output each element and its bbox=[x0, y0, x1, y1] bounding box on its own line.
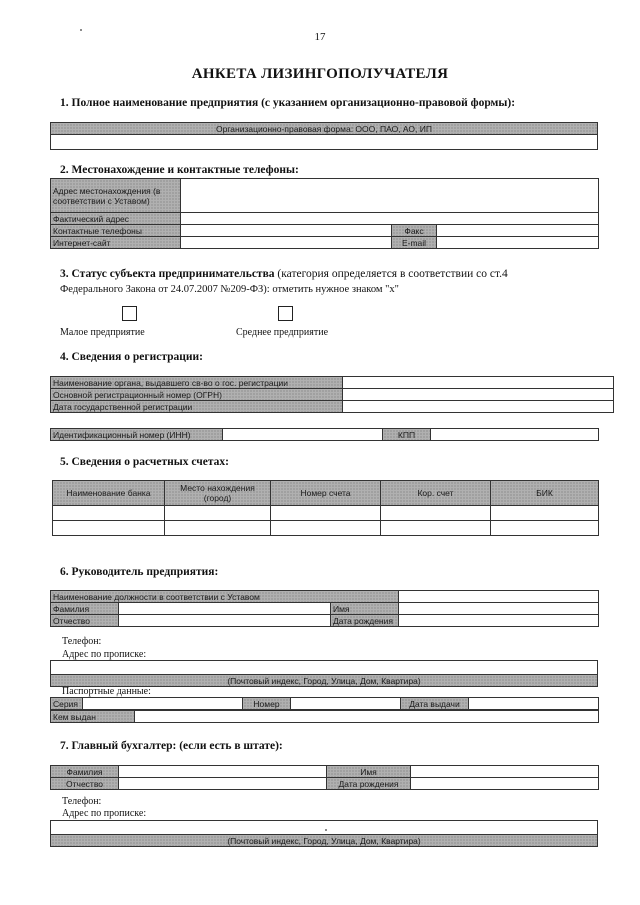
kpp-field[interactable] bbox=[431, 429, 599, 441]
table-row bbox=[53, 521, 599, 536]
bank-cell[interactable] bbox=[165, 521, 271, 536]
accountant-address-field[interactable] bbox=[51, 821, 598, 835]
accountant-address-table bbox=[50, 820, 598, 847]
legal-form-hint: Организационно-правовая форма: ООО, ПАО, АО, ИП bbox=[51, 123, 598, 135]
bank-cell[interactable] bbox=[381, 521, 491, 536]
form-title: АНКЕТА ЛИЗИНГОПОЛУЧАТЕЛЯ bbox=[191, 66, 449, 82]
passport-table bbox=[50, 697, 599, 710]
account-number-header: Номер счета bbox=[271, 481, 381, 506]
bank-name-header: Наименование банка bbox=[53, 481, 165, 506]
authority-label: Наименование органа, выдавшего св-во о гос. регистрации bbox=[51, 377, 343, 389]
accountant-address-hint: (Почтовый индекс, Город, Улица, Дом, Квартира) bbox=[51, 835, 598, 847]
page-number: 17 bbox=[314, 31, 326, 43]
email-label: E-mail bbox=[392, 237, 437, 249]
position-label: Наименование должности в соответствии с Уставом bbox=[51, 591, 399, 603]
section-6-heading: 6. Руководитель предприятия: bbox=[60, 566, 219, 578]
website-label: Интернет-сайт bbox=[51, 237, 181, 249]
director-birth-date-field[interactable] bbox=[399, 615, 599, 627]
website-field[interactable] bbox=[181, 237, 392, 249]
ogrn-label: Основной регистрационный номер (ОГРН) bbox=[51, 389, 343, 401]
director-phone-label: Телефон: bbox=[62, 636, 102, 647]
bank-cell[interactable] bbox=[53, 521, 165, 536]
bank-accounts-table bbox=[52, 480, 599, 536]
reg-date-field[interactable] bbox=[343, 401, 614, 413]
director-name-label: Имя bbox=[331, 603, 399, 615]
director-address-hint: (Почтовый индекс, Город, Улица, Дом, Квартира) bbox=[51, 675, 598, 687]
position-field[interactable] bbox=[399, 591, 599, 603]
section-2-heading: 2. Местонахождение и контактные телефоны: bbox=[60, 164, 299, 176]
inn-kpp-table bbox=[50, 428, 599, 441]
section-1-heading: 1. Полное наименование предприятия (с указанием организационно-правовой формы): bbox=[60, 97, 516, 109]
accountant-patronymic-field[interactable] bbox=[119, 778, 327, 790]
director-name-field[interactable] bbox=[399, 603, 599, 615]
fax-label: Факс bbox=[392, 225, 437, 237]
passport-issued-by-field[interactable] bbox=[135, 711, 599, 723]
director-address-label: Адрес по прописке: bbox=[62, 649, 147, 660]
accountant-table bbox=[50, 765, 599, 790]
bank-cell[interactable] bbox=[271, 506, 381, 521]
section-3-heading bbox=[60, 268, 508, 280]
bank-cell[interactable] bbox=[491, 506, 599, 521]
director-patronymic-label: Отчество bbox=[51, 615, 119, 627]
email-field[interactable] bbox=[437, 237, 599, 249]
company-name-table bbox=[50, 122, 598, 150]
director-address-field[interactable] bbox=[51, 661, 598, 675]
section-3-heading-rest: (категория определяется в соответствии со ст.4 bbox=[274, 268, 508, 280]
phones-field[interactable] bbox=[181, 225, 392, 237]
section-5-heading: 5. Сведения о расчетных счетах: bbox=[60, 456, 229, 468]
actual-address-field[interactable] bbox=[181, 213, 599, 225]
director-patronymic-field[interactable] bbox=[119, 615, 331, 627]
bank-cell[interactable] bbox=[381, 506, 491, 521]
bank-city-header: Место нахождения (город) bbox=[165, 481, 271, 506]
legal-address-label: Адрес местонахождения (в соответствии с Уставом) bbox=[51, 179, 181, 213]
director-surname-field[interactable] bbox=[119, 603, 331, 615]
accountant-surname-field[interactable] bbox=[119, 766, 327, 778]
section-7-heading: 7. Главный бухгалтер: (если есть в штате): bbox=[60, 740, 283, 752]
passport-number-field[interactable] bbox=[291, 698, 401, 710]
medium-enterprise-checkbox[interactable] bbox=[278, 306, 293, 321]
accountant-name-field[interactable] bbox=[411, 766, 599, 778]
legal-address-field[interactable] bbox=[181, 179, 599, 213]
accountant-address-label: Адрес по прописке: bbox=[62, 808, 147, 819]
bank-cell[interactable] bbox=[491, 521, 599, 536]
section-3-heading-bold: 3. Статус субъекта предпринимательства bbox=[60, 268, 275, 280]
accountant-birth-date-label: Дата рождения bbox=[327, 778, 411, 790]
table-row bbox=[53, 506, 599, 521]
accountant-patronymic-label: Отчество bbox=[51, 778, 119, 790]
accountant-birth-date-field[interactable] bbox=[411, 778, 599, 790]
section-3-line2: Федерального Закона от 24.07.2007 №209-ФЗ): отметить нужное знаком "х" bbox=[60, 284, 399, 295]
director-birth-date-label: Дата рождения bbox=[331, 615, 399, 627]
fax-field[interactable] bbox=[437, 225, 599, 237]
director-surname-label: Фамилия bbox=[51, 603, 119, 615]
passport-issue-date-label: Дата выдачи bbox=[401, 698, 469, 710]
corr-account-header: Кор. счет bbox=[381, 481, 491, 506]
accountant-name-label: Имя bbox=[327, 766, 411, 778]
medium-enterprise-label: Среднее предприятие bbox=[236, 327, 329, 338]
passport-number-label: Номер bbox=[243, 698, 291, 710]
passport-issuer-table bbox=[50, 710, 599, 723]
passport-issued-by-label: Кем выдан bbox=[51, 711, 135, 723]
passport-series-label: Серия bbox=[51, 698, 83, 710]
reg-date-label: Дата государственной регистрации bbox=[51, 401, 343, 413]
inn-field[interactable] bbox=[223, 429, 383, 441]
bank-cell[interactable] bbox=[271, 521, 381, 536]
bank-cell[interactable] bbox=[53, 506, 165, 521]
bank-cell[interactable] bbox=[165, 506, 271, 521]
inn-label: Идентификационный номер (ИНН) bbox=[51, 429, 223, 441]
kpp-label: КПП bbox=[383, 429, 431, 441]
authority-field[interactable] bbox=[343, 377, 614, 389]
ogrn-field[interactable] bbox=[343, 389, 614, 401]
registration-table bbox=[50, 376, 614, 413]
company-name-field[interactable] bbox=[51, 135, 598, 150]
location-table bbox=[50, 178, 599, 249]
small-enterprise-label: Малое предприятие bbox=[60, 327, 145, 338]
accountant-surname-label: Фамилия bbox=[51, 766, 119, 778]
phones-label: Контактные телефоны bbox=[51, 225, 181, 237]
accountant-phone-label: Телефон: bbox=[62, 796, 102, 807]
passport-series-field[interactable] bbox=[83, 698, 243, 710]
director-table bbox=[50, 590, 599, 627]
director-address-table bbox=[50, 660, 598, 687]
passport-issue-date-field[interactable] bbox=[469, 698, 599, 710]
actual-address-label: Фактический адрес bbox=[51, 213, 181, 225]
bik-header: БИК bbox=[491, 481, 599, 506]
section-4-heading: 4. Сведения о регистрации: bbox=[60, 351, 203, 363]
small-enterprise-checkbox[interactable] bbox=[122, 306, 137, 321]
passport-label: Паспортные данные: bbox=[62, 686, 151, 697]
